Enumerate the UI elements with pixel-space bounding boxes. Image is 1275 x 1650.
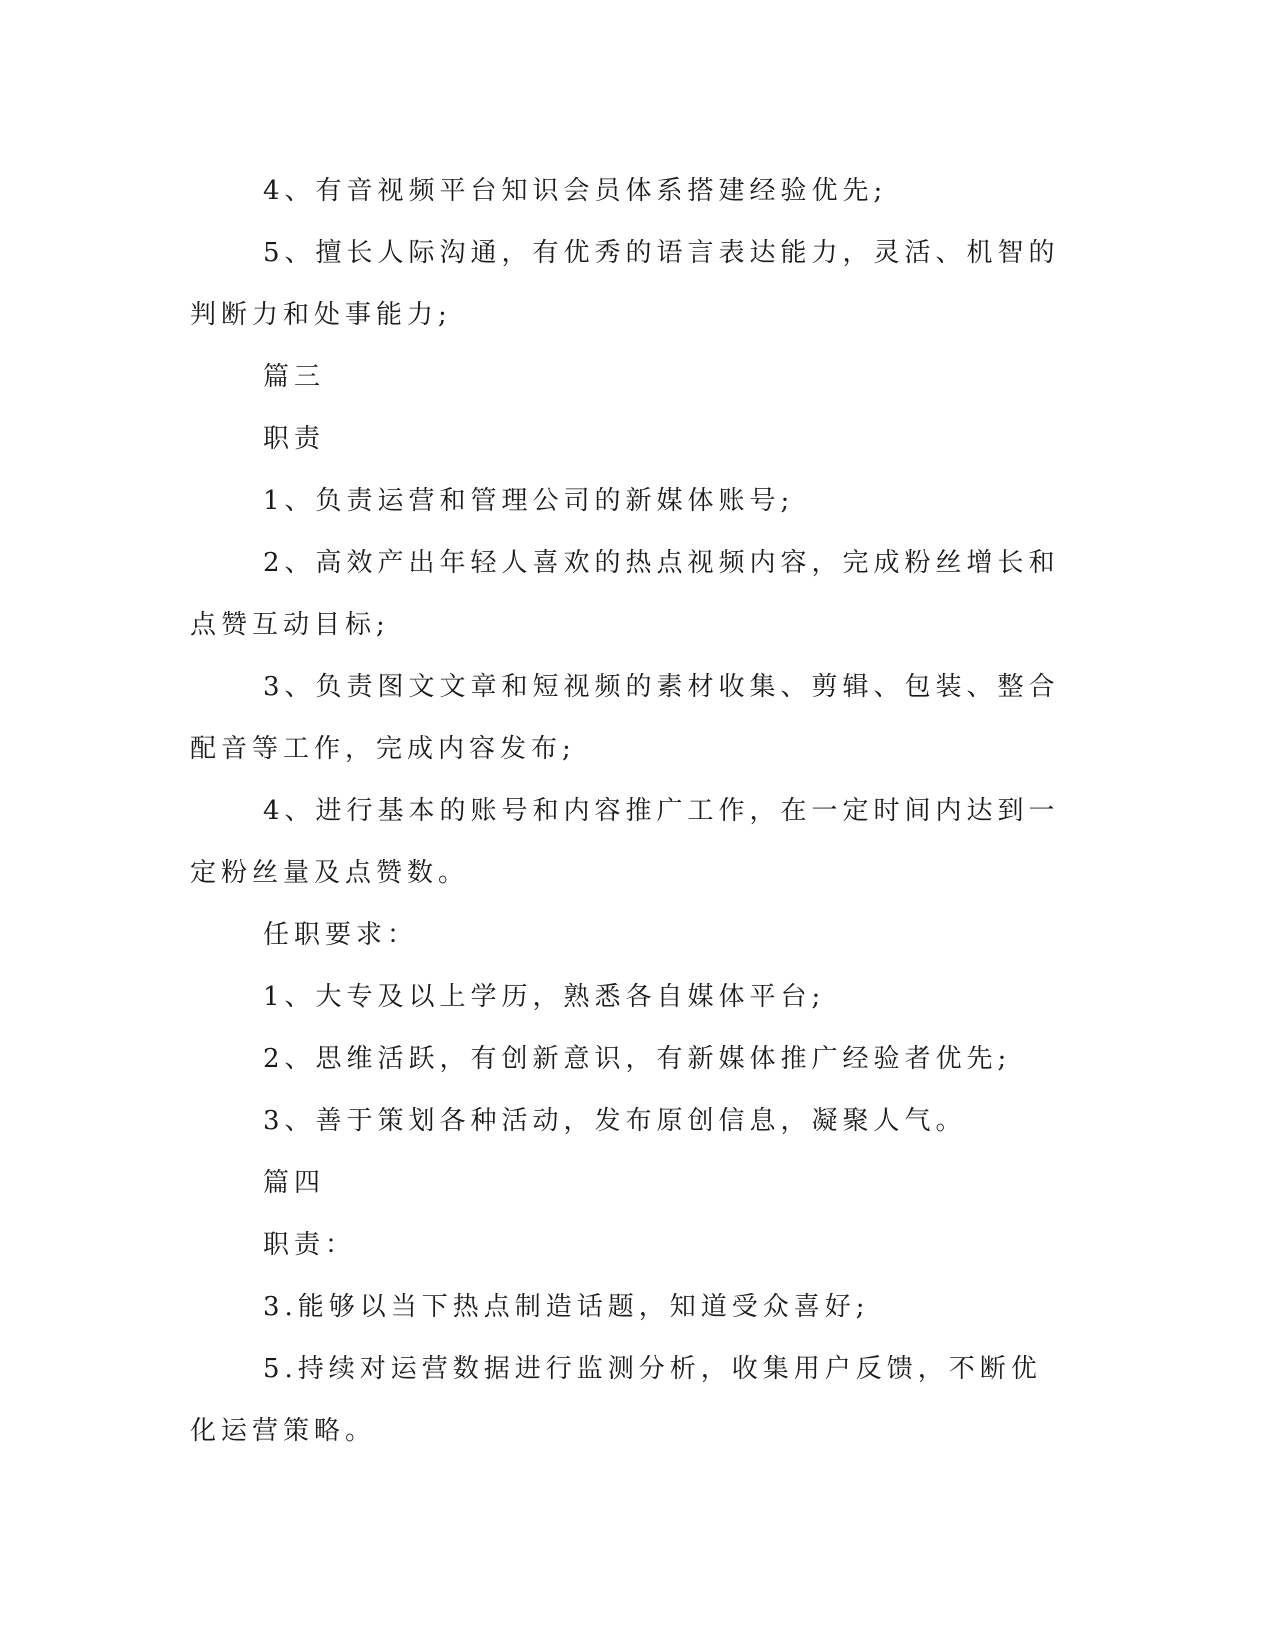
section-heading-3: 篇三 <box>263 362 326 392</box>
paragraph-requirement-5: 5、擅长人际沟通，有优秀的语言表达能力，灵活、机智的判断力和处事能力; <box>190 238 1060 330</box>
paragraph-duty-item-5: 5.持续对运营数据进行监测分析，收集用户反馈，不断优化运营策略。 <box>190 1354 1042 1446</box>
section-heading-4: 篇四 <box>263 1168 326 1198</box>
paragraph-req-1: 1、大专及以上学历，熟悉各自媒体平台; <box>263 982 826 1012</box>
paragraph-duty-2: 2、高效产出年轻人喜欢的热点视频内容，完成粉丝增长和点赞互动目标; <box>190 548 1060 640</box>
duties-heading: 职责 <box>263 424 326 454</box>
paragraph-req-2: 2、思维活跃，有创新意识，有新媒体推广经验者优先; <box>263 1044 1012 1074</box>
paragraph-duty-4: 4、进行基本的账号和内容推广工作，在一定时间内达到一定粉丝量及点赞数。 <box>190 796 1060 888</box>
requirements-heading: 任职要求： <box>263 920 419 950</box>
document-body <box>190 160 1070 1462</box>
paragraph-duty-item-3: 3.能够以当下热点制造话题，知道受众喜好; <box>263 1292 870 1322</box>
paragraph-duty-3: 3、负责图文文章和短视频的素材收集、剪辑、包装、整合配音等工作，完成内容发布; <box>190 672 1060 764</box>
paragraph-requirement-4: 4、有音视频平台知识会员体系搭建经验优先; <box>263 176 888 206</box>
paragraph-req-3: 3、善于策划各种活动，发布原创信息，凝聚人气。 <box>263 1106 967 1136</box>
paragraph-duty-1: 1、负责运营和管理公司的新媒体账号; <box>263 486 795 516</box>
duties-heading-2: 职责： <box>263 1230 357 1260</box>
